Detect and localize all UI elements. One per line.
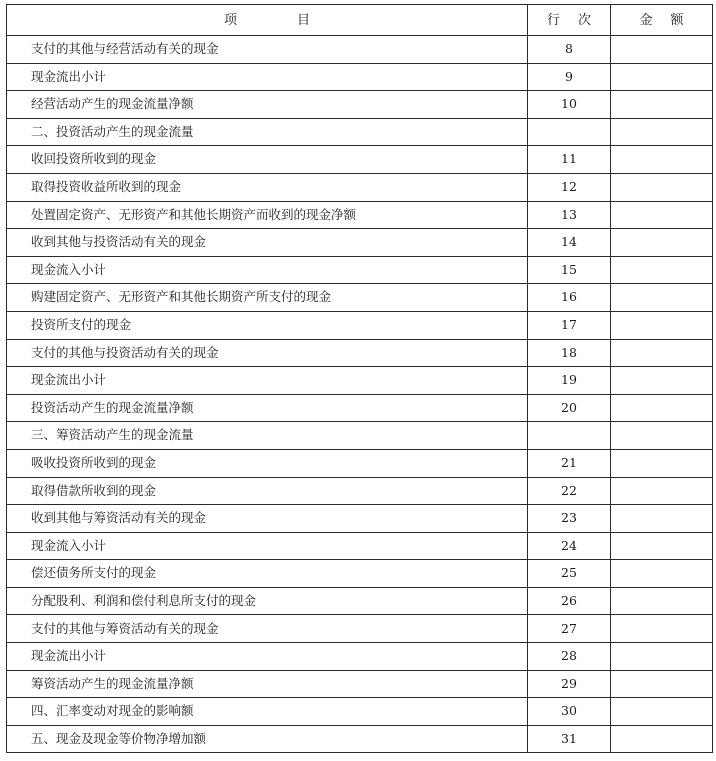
table-row — [7, 422, 713, 450]
cash-flow-statement-sheet — [6, 4, 712, 753]
table-row — [7, 91, 713, 119]
item-cell: 偿还债务所支付的现金 — [7, 560, 528, 588]
item-cell: 收到其他与投资活动有关的现金 — [7, 229, 528, 257]
header-line-label: 行次 — [546, 12, 609, 28]
item-cell: 取得借款所收到的现金 — [7, 477, 528, 505]
table-row — [7, 532, 713, 560]
line-number-cell: 25 — [528, 560, 611, 588]
line-number-cell: 31 — [528, 725, 611, 753]
item-cell: 四、汇率变动对现金的影响额 — [7, 698, 528, 726]
amount-cell[interactable] — [611, 587, 713, 615]
line-number-cell: 11 — [528, 146, 611, 174]
item-cell: 收到其他与筹资活动有关的现金 — [7, 505, 528, 533]
item-cell: 现金流出小计 — [7, 367, 528, 395]
amount-cell[interactable] — [611, 449, 713, 477]
item-cell: 三、筹资活动产生的现金流量 — [7, 422, 528, 450]
item-cell: 现金流入小计 — [7, 532, 528, 560]
table-row — [7, 339, 713, 367]
amount-cell[interactable] — [611, 284, 713, 312]
table-row — [7, 146, 713, 174]
item-cell: 现金流出小计 — [7, 63, 528, 91]
item-cell: 分配股利、利润和偿付利息所支付的现金 — [7, 587, 528, 615]
item-cell: 投资所支付的现金 — [7, 311, 528, 339]
item-cell: 购建固定资产、无形资产和其他长期资产所支付的现金 — [7, 284, 528, 312]
header-amount — [611, 5, 713, 36]
amount-cell[interactable] — [611, 670, 713, 698]
line-number-cell: 15 — [528, 256, 611, 284]
line-number-cell: 16 — [528, 284, 611, 312]
table-row — [7, 284, 713, 312]
line-number-cell: 20 — [528, 394, 611, 422]
line-number-cell: 28 — [528, 643, 611, 671]
amount-cell[interactable] — [611, 36, 713, 64]
table-row — [7, 311, 713, 339]
cash-flow-table — [6, 4, 713, 753]
item-cell: 支付的其他与筹资活动有关的现金 — [7, 615, 528, 643]
table-row — [7, 394, 713, 422]
table-row — [7, 173, 713, 201]
header-line-number — [528, 5, 611, 36]
table-row — [7, 615, 713, 643]
header-row — [7, 5, 713, 36]
line-number-cell: 13 — [528, 201, 611, 229]
amount-cell[interactable] — [611, 725, 713, 753]
amount-cell[interactable] — [611, 367, 713, 395]
amount-cell[interactable] — [611, 146, 713, 174]
table-row — [7, 201, 713, 229]
table-row — [7, 36, 713, 64]
line-number-cell — [528, 118, 611, 146]
item-cell: 处置固定资产、无形资产和其他长期资产而收到的现金净额 — [7, 201, 528, 229]
item-cell: 现金流入小计 — [7, 256, 528, 284]
amount-cell[interactable] — [611, 63, 713, 91]
table-row — [7, 698, 713, 726]
line-number-cell: 9 — [528, 63, 611, 91]
table-row — [7, 229, 713, 257]
table-row — [7, 63, 713, 91]
table-row — [7, 560, 713, 588]
item-cell: 经营活动产生的现金流量净额 — [7, 91, 528, 119]
item-cell: 吸收投资所收到的现金 — [7, 449, 528, 477]
table-row — [7, 505, 713, 533]
amount-cell[interactable] — [611, 505, 713, 533]
item-cell: 五、现金及现金等价物净增加额 — [7, 725, 528, 753]
amount-cell[interactable] — [611, 698, 713, 726]
amount-cell[interactable] — [611, 201, 713, 229]
line-number-cell: 14 — [528, 229, 611, 257]
table-row — [7, 477, 713, 505]
table-row — [7, 725, 713, 753]
amount-cell[interactable] — [611, 311, 713, 339]
item-cell: 支付的其他与投资活动有关的现金 — [7, 339, 528, 367]
amount-cell[interactable] — [611, 477, 713, 505]
amount-cell[interactable] — [611, 615, 713, 643]
header-amount-label: 金额 — [639, 12, 702, 28]
amount-cell[interactable] — [611, 339, 713, 367]
table-header — [7, 5, 713, 36]
line-number-cell: 23 — [528, 505, 611, 533]
line-number-cell: 30 — [528, 698, 611, 726]
table-row — [7, 256, 713, 284]
amount-cell[interactable] — [611, 643, 713, 671]
table-row — [7, 449, 713, 477]
line-number-cell: 18 — [528, 339, 611, 367]
item-cell: 收回投资所收到的现金 — [7, 146, 528, 174]
line-number-cell: 24 — [528, 532, 611, 560]
item-cell: 现金流出小计 — [7, 643, 528, 671]
line-number-cell: 27 — [528, 615, 611, 643]
amount-cell[interactable] — [611, 91, 713, 119]
item-cell: 筹资活动产生的现金流量净额 — [7, 670, 528, 698]
amount-cell[interactable] — [611, 173, 713, 201]
line-number-cell: 26 — [528, 587, 611, 615]
line-number-cell: 22 — [528, 477, 611, 505]
line-number-cell: 10 — [528, 91, 611, 119]
line-number-cell: 8 — [528, 36, 611, 64]
table-row — [7, 670, 713, 698]
item-cell: 支付的其他与经营活动有关的现金 — [7, 36, 528, 64]
line-number-cell: 21 — [528, 449, 611, 477]
line-number-cell: 29 — [528, 670, 611, 698]
line-number-cell: 17 — [528, 311, 611, 339]
amount-cell[interactable] — [611, 256, 713, 284]
header-item — [7, 5, 528, 36]
line-number-cell: 12 — [528, 173, 611, 201]
table-row — [7, 118, 713, 146]
amount-cell[interactable] — [611, 229, 713, 257]
table-row — [7, 367, 713, 395]
item-cell: 二、投资活动产生的现金流量 — [7, 118, 528, 146]
amount-cell[interactable] — [611, 118, 713, 146]
table-body — [7, 36, 713, 753]
table-row — [7, 643, 713, 671]
header-item-label: 项目 — [223, 12, 370, 28]
amount-cell[interactable] — [611, 394, 713, 422]
item-cell: 投资活动产生的现金流量净额 — [7, 394, 528, 422]
amount-cell[interactable] — [611, 560, 713, 588]
item-cell: 取得投资收益所收到的现金 — [7, 173, 528, 201]
line-number-cell — [528, 422, 611, 450]
amount-cell[interactable] — [611, 532, 713, 560]
amount-cell[interactable] — [611, 422, 713, 450]
line-number-cell: 19 — [528, 367, 611, 395]
table-row — [7, 587, 713, 615]
